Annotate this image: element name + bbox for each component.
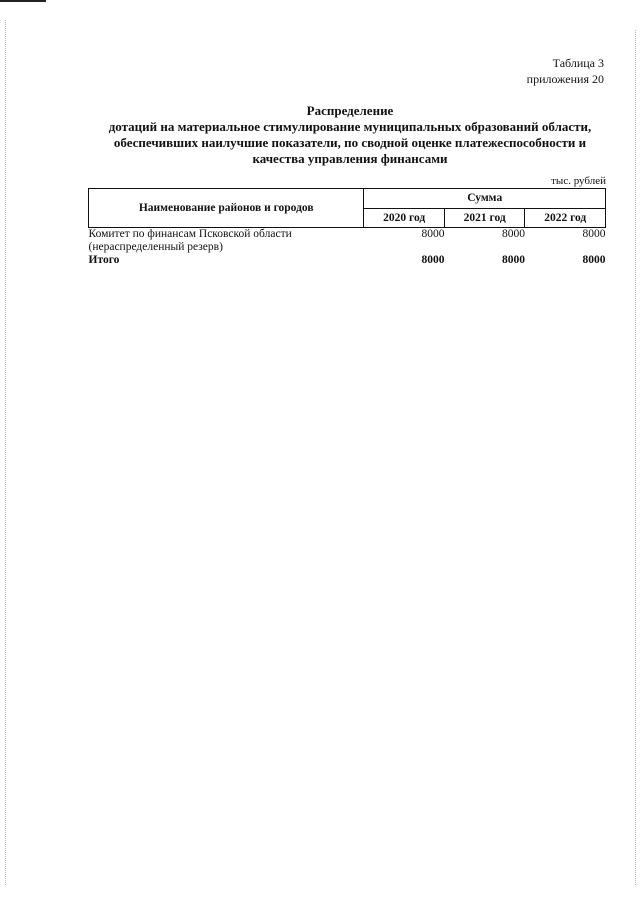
row-value-2021: 8000 bbox=[501, 228, 525, 240]
column-header-name: Наименование районов и городов bbox=[89, 189, 364, 228]
units-label: тыс. рублей bbox=[551, 175, 606, 187]
total-value-2020: 8000 bbox=[421, 254, 445, 266]
column-header-year-3: 2022 год bbox=[525, 208, 606, 228]
row-value-2020: 8000 bbox=[421, 228, 445, 240]
title-line-3: обеспечивших наилучшие показатели, по сводной оценке платежеспособности и bbox=[113, 135, 587, 150]
document-title bbox=[80, 103, 620, 167]
scan-edge-right bbox=[635, 30, 636, 885]
row-name-cell bbox=[89, 228, 364, 255]
row-value-2022: 8000 bbox=[582, 228, 606, 240]
column-header-year-2: 2021 год bbox=[444, 208, 525, 228]
total-value-2022: 8000 bbox=[582, 254, 606, 266]
distribution-table bbox=[88, 188, 606, 267]
appendix-reference: приложения 20 bbox=[526, 72, 604, 86]
table-row bbox=[89, 228, 606, 255]
column-header-year-1: 2020 год bbox=[364, 208, 445, 228]
table-number: Таблица 3 bbox=[552, 56, 604, 70]
title-line-1: Распределение bbox=[306, 103, 394, 118]
total-value-2021: 8000 bbox=[501, 254, 525, 266]
total-label: Итого bbox=[88, 254, 120, 266]
total-row bbox=[89, 254, 606, 267]
row-name-line-1: Комитет по финансам Псковской области bbox=[88, 228, 292, 240]
scan-artifact-line bbox=[0, 0, 46, 2]
title-line-4: качества управления финансами bbox=[252, 151, 448, 166]
document-reference bbox=[527, 55, 604, 87]
title-line-2: дотаций на материальное стимулирование муниципальных образований области, bbox=[108, 119, 592, 134]
column-header-sum: Сумма bbox=[364, 189, 606, 209]
row-name-line-2: (нераспределенный резерв) bbox=[88, 241, 223, 253]
scan-edge-left bbox=[5, 20, 6, 885]
